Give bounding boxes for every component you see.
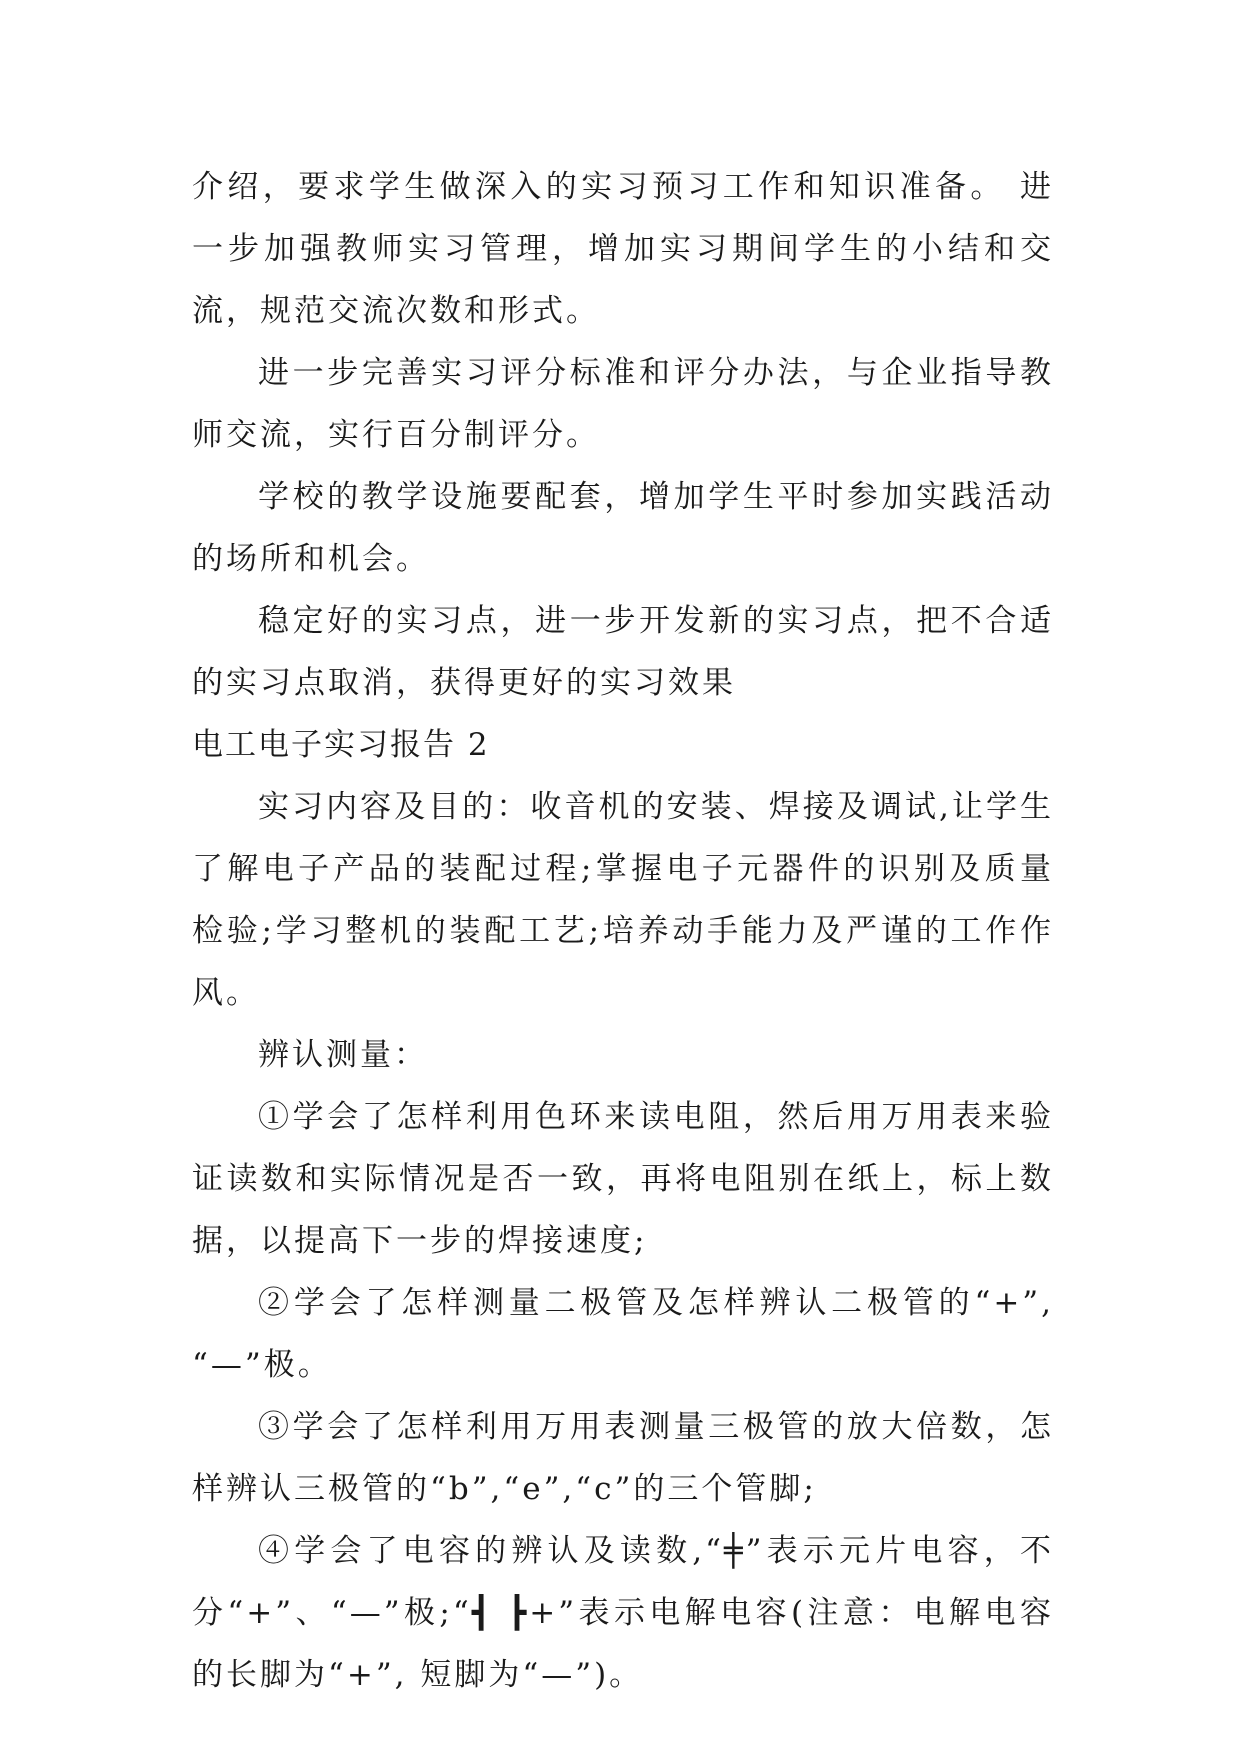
paragraph-facilities: 学校的教学设施要配套，增加学生平时参加实践活动的场所和机会。 xyxy=(192,479,1054,577)
paragraph-intro: 介绍，要求学生做深入的实习预习工作和知识准备。 进一步加强教师实习管理，增加实习期间学生的小结和交流，规范交流次数和形式。 xyxy=(192,169,1054,329)
list-item-diode: ②学会了怎样测量二极管及怎样辨认二极管的“+”, “—”极。 xyxy=(192,1285,1054,1383)
section-title: 电工电子实习报告 2 xyxy=(192,727,490,763)
document-body xyxy=(192,156,1054,1706)
paragraph-scoring: 进一步完善实习评分标准和评分办法，与企业指导教师交流，实行百分制评分。 xyxy=(192,355,1054,453)
paragraph-content-purpose: 实习内容及目的：收音机的安装、焊接及调试,让学生了解电子产品的装配过程;掌握电子元器件的识别及质量检验;学习整机的装配工艺;培养动手能力及严谨的工作作风。 xyxy=(192,789,1054,1011)
paragraph-internship-sites: 稳定好的实习点，进一步开发新的实习点，把不合适的实习点取消，获得更好的实习效果 xyxy=(192,603,1054,701)
paragraph-identify-measure: 辨认测量： xyxy=(258,1037,428,1073)
list-item-transistor: ③学会了怎样利用万用表测量三极管的放大倍数，怎样辨认三极管的“b”,“e”,“c”的三个管脚; xyxy=(192,1409,1054,1507)
list-item-capacitor: ④学会了电容的辨认及读数,“╪”表示元片电容，不分“+”、“—”极;“┫ ┣+”表示电解电容(注意：电解电容的长脚为“+”, 短脚为“—”)。 xyxy=(192,1533,1054,1693)
list-item-resistor: ①学会了怎样利用色环来读电阻，然后用万用表来验证读数和实际情况是否一致，再将电阻别在纸上，标上数据，以提高下一步的焊接速度; xyxy=(192,1099,1054,1259)
